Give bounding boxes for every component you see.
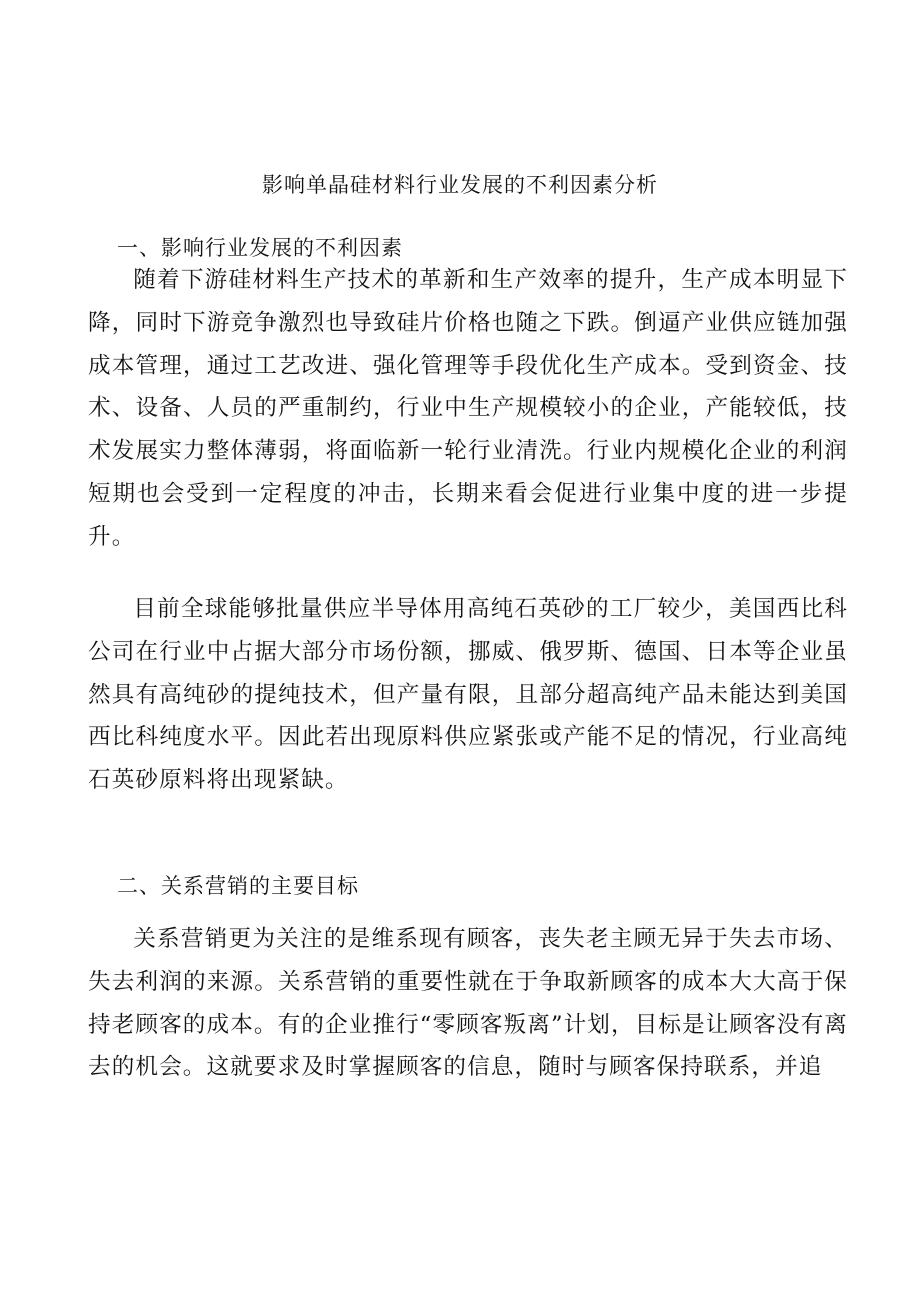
section-heading-2: 二、关系营销的主要目标 bbox=[117, 874, 359, 898]
section-heading-1: 一、影响行业发展的不利因素 bbox=[117, 236, 403, 260]
document-title: 影响单晶硅材料行业发展的不利因素分析 bbox=[262, 173, 658, 197]
section-1-paragraph-1: 随着下游硅材料生产技术的革新和生产效率的提升，生产成本明显下降，同时下游竞争激烈也导致硅片价格也随之下跌。倒逼产业供应链加强成本管理，通过工艺改进、强化管理等手段优化生产成本。受到资金、技术、设备、人员的严重制约，行业中生产规模较小的企业，产能较低，技术发展实力整体薄弱，将面临新一轮行业清洗。行业内规模化企业的利润短期也会受到一定程度的冲击，长期来看会促进行业集中度的进一步提升。 bbox=[88, 267, 848, 550]
section-2-paragraph-1: 关系营销更为关注的是维系现有顾客，丧失老主顾无异于失去市场、失去利润的来源。关系营销的重要性就在于争取新顾客的成本大大高于保持老顾客的成本。有的企业推行“零顾客叛离”计划，目标是让顾客没有离去的机会。这就要求及时掌握顾客的信息，随时与顾客保持联系，并追 bbox=[88, 926, 848, 1081]
section-1-paragraph-2: 目前全球能够批量供应半导体用高纯石英砂的工厂较少，美国西比科公司在行业中占据大部分市场份额，挪威、俄罗斯、德国、日本等企业虽然具有高纯砂的提纯技术，但产量有限，且部分超高纯产品未能达到美国西比科纯度水平。因此若出现原料供应紧张或产能不足的情况，行业高纯石英砂原料将出现紧缺。 bbox=[88, 596, 848, 794]
